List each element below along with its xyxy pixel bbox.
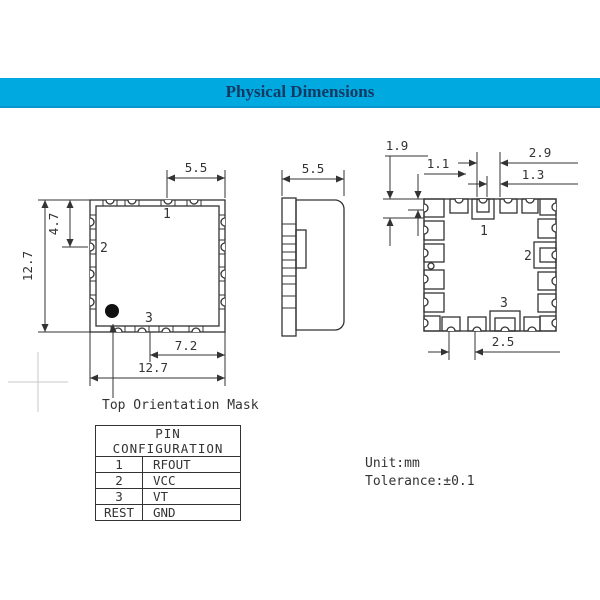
table-row bbox=[96, 457, 241, 473]
svg-text:2.9: 2.9 bbox=[528, 145, 552, 160]
castellation-notches-bottom bbox=[111, 326, 203, 332]
table-row bbox=[96, 505, 241, 521]
section-title: Physical Dimensions bbox=[225, 82, 375, 101]
front-dim-left-inner bbox=[46, 200, 88, 247]
pin-number: REST bbox=[96, 505, 143, 521]
bottom-dim-1-3 bbox=[468, 167, 578, 197]
bottom-dim-2-9 bbox=[458, 145, 578, 197]
svg-text:4.7: 4.7 bbox=[46, 212, 61, 236]
orientation-mask-dot bbox=[105, 304, 119, 318]
table-row bbox=[96, 473, 241, 489]
bottom-view bbox=[383, 138, 578, 360]
svg-text:1.1: 1.1 bbox=[426, 156, 450, 171]
bottom-pin2-label: 2 bbox=[524, 249, 532, 264]
svg-text:5.5: 5.5 bbox=[301, 161, 325, 176]
pin-number: 2 bbox=[96, 473, 143, 489]
table-title: PIN CONFIGURATION bbox=[96, 426, 241, 457]
orientation-mask-label: Top Orientation Mask bbox=[102, 398, 259, 413]
unit-note: Unit:mm bbox=[365, 456, 420, 471]
svg-text:7.2: 7.2 bbox=[174, 338, 198, 353]
svg-text:12.7: 12.7 bbox=[20, 250, 35, 282]
side-body bbox=[296, 200, 344, 330]
pin-configuration-table bbox=[95, 425, 241, 521]
tolerance-note: Tolerance:±0.1 bbox=[365, 474, 475, 489]
table-header-row bbox=[96, 426, 241, 457]
bottom-dim-1-9 bbox=[383, 138, 428, 246]
pin-number: 1 bbox=[96, 457, 143, 473]
castellation-notches-left bbox=[90, 215, 96, 309]
svg-text:1.9: 1.9 bbox=[385, 138, 409, 153]
pin-signal: GND bbox=[143, 505, 241, 521]
bottom-dim-2-5 bbox=[428, 331, 560, 360]
crosshair-mark bbox=[8, 352, 68, 412]
bottom-pin1-label: 1 bbox=[480, 224, 488, 239]
front-pin1-label: 1 bbox=[163, 207, 171, 222]
castellation-notches-right bbox=[219, 215, 225, 309]
svg-text:1.3: 1.3 bbox=[521, 167, 545, 182]
side-dim-width bbox=[282, 161, 344, 196]
table-row bbox=[96, 489, 241, 505]
front-pin3-label: 3 bbox=[145, 311, 153, 326]
side-view bbox=[282, 161, 344, 336]
bottom-via-circle bbox=[428, 263, 434, 269]
front-dim-bottom-outer bbox=[90, 332, 225, 386]
svg-text:2.5: 2.5 bbox=[491, 334, 515, 349]
svg-text:5.5: 5.5 bbox=[184, 160, 208, 175]
svg-text:12.7: 12.7 bbox=[137, 360, 169, 375]
pin-signal: VT bbox=[143, 489, 241, 505]
front-dim-top bbox=[167, 160, 225, 198]
castellation-notches-top bbox=[103, 200, 201, 206]
pin-signal: VCC bbox=[143, 473, 241, 489]
bottom-pads-left bbox=[424, 221, 444, 331]
front-view bbox=[8, 160, 259, 413]
pin-signal: RFOUT bbox=[143, 457, 241, 473]
pin-number: 3 bbox=[96, 489, 143, 505]
side-castellation-strip bbox=[282, 198, 296, 336]
bottom-pads-bottom bbox=[442, 311, 540, 331]
bottom-pads-top bbox=[424, 199, 556, 219]
bottom-pads-right bbox=[534, 219, 556, 331]
side-pad-profile bbox=[296, 230, 306, 268]
front-pin2-label: 2 bbox=[100, 241, 108, 256]
bottom-pin3-label: 3 bbox=[500, 296, 508, 311]
bottom-dim-1-1 bbox=[408, 156, 466, 236]
